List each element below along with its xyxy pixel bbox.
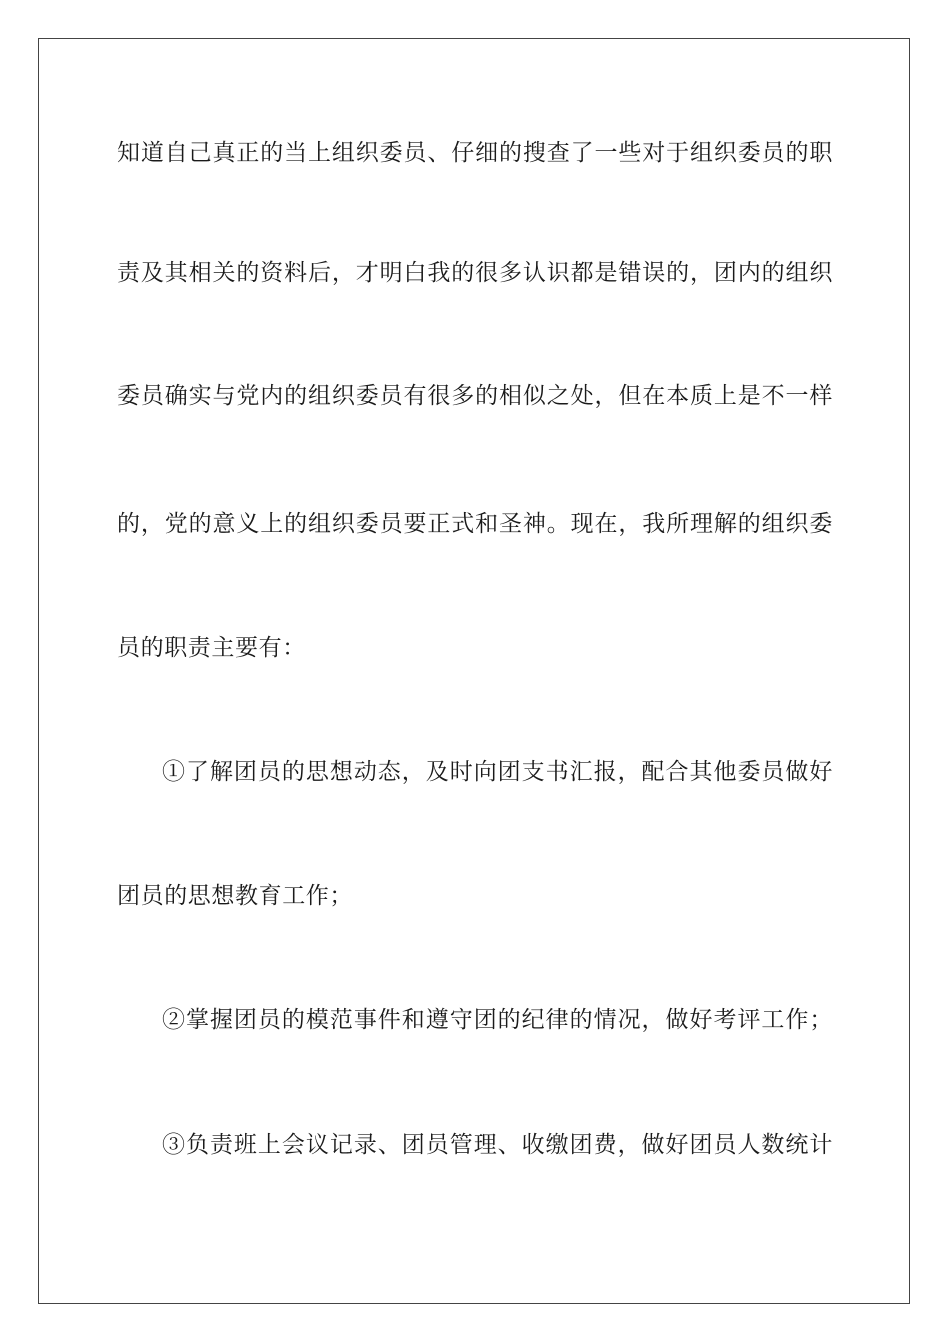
list-item-1: ①了解团员的思想动态，及时向团支书汇报，配合其他委员做好 bbox=[162, 759, 833, 785]
page-border bbox=[38, 38, 910, 1304]
text-line: 员的职责主要有： bbox=[117, 635, 306, 661]
text-line: 的，党的意义上的组织委员要正式和圣神。现在，我所理解的组织委 bbox=[117, 511, 833, 537]
text-line: 委员确实与党内的组织委员有很多的相似之处，但在本质上是不一样 bbox=[117, 383, 833, 409]
text-line: 团员的思想教育工作； bbox=[117, 883, 353, 909]
list-item-3: ③负责班上会议记录、团员管理、收缴团费，做好团员人数统计 bbox=[162, 1132, 833, 1158]
text-line: 知道自己真正的当上组织委员、仔细的搜查了一些对于组织委员的职 bbox=[117, 140, 833, 166]
text-line: 责及其相关的资料后，才明白我的很多认识都是错误的，团内的组织 bbox=[117, 260, 833, 286]
list-item-2: ②掌握团员的模范事件和遵守团的纪律的情况，做好考评工作； bbox=[162, 1007, 833, 1033]
